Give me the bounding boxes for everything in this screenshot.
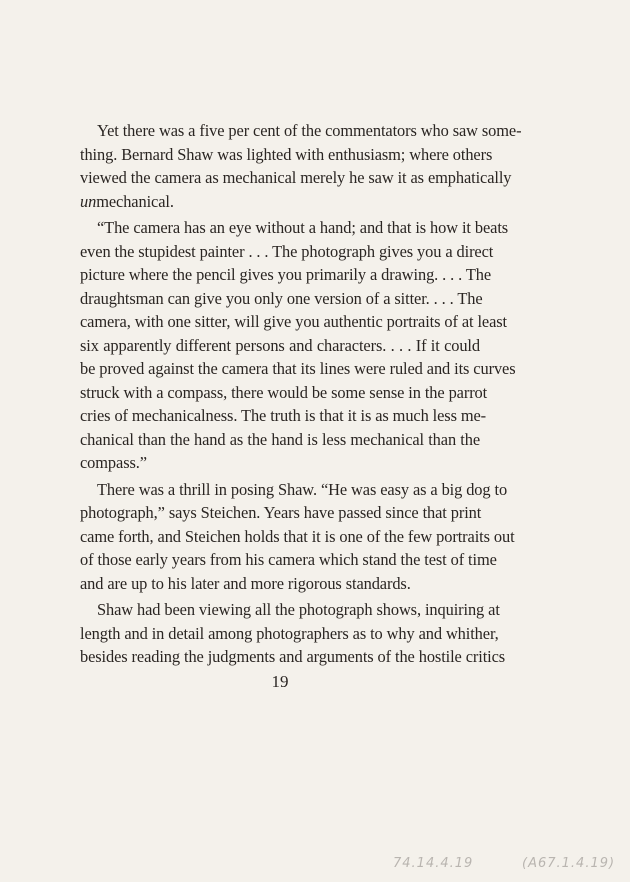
pencil-accession-number: 74.14.4.19 xyxy=(393,856,474,871)
paragraph xyxy=(80,119,522,213)
page-number: 19 xyxy=(271,672,289,691)
text-line: length and in detail among photographers as to why and whither, xyxy=(80,623,499,643)
text-line: of those early years from his camera which stand the test of time xyxy=(80,550,497,569)
text-line: even the stupidest painter . . . The photograph gives you a direct xyxy=(80,241,494,261)
paragraph xyxy=(80,598,506,669)
text-line: photograph,” says Steichen. Years have passed since that print xyxy=(80,503,482,522)
paragraph xyxy=(80,216,516,475)
text-line: Shaw had been viewing all the photograph shows, inquiring at xyxy=(97,600,500,619)
text-line: besides reading the judgments and arguments of the hostile critics xyxy=(80,647,506,666)
text-line: camera, with one sitter, will give you authentic portraits of at least xyxy=(80,312,508,331)
text-line: struck with a compass, there would be some sense in the parrot xyxy=(80,382,488,402)
text-line: six apparently different persons and characters. . . . If it could xyxy=(80,335,480,355)
text-line: be proved against the camera that its lines were ruled and its curves xyxy=(80,359,516,378)
text-line: draughtsman can give you only one version of a sitter. . . . The xyxy=(80,288,483,308)
text-line: “The camera has an eye without a hand; and that is how it beats xyxy=(97,218,509,237)
text-line: came forth, and Steichen holds that it is one of the few portraits out xyxy=(80,526,515,546)
text-line xyxy=(80,190,480,214)
text-line: cries of mechanicalness. The truth is that it is as much less me- xyxy=(80,406,487,425)
text-line: picture where the pencil gives you primarily a drawing. . . . The xyxy=(80,265,492,284)
text-line: Yet there was a five per cent of the commentators who saw some- xyxy=(97,121,522,140)
pencil-alternate-number: (A67.1.4.19) xyxy=(522,856,616,871)
text-line: compass.” xyxy=(80,453,147,472)
text-line: and are up to his later and more rigorous standards. xyxy=(80,573,411,593)
body-text xyxy=(80,119,522,669)
text-line: chanical than the hand as the hand is less mechanical than the xyxy=(80,429,480,449)
paragraph xyxy=(80,478,515,596)
text-line: thing. Bernard Shaw was lighted with enthusiasm; where others xyxy=(80,144,493,164)
text-line: viewed the camera as mechanical merely he saw it as emphatically xyxy=(80,168,512,187)
line-rest: mechanical. xyxy=(96,191,174,211)
text-line: There was a thrill in posing Shaw. “He was easy as a big dog to xyxy=(97,479,508,499)
italic-prefix: un xyxy=(80,191,97,211)
